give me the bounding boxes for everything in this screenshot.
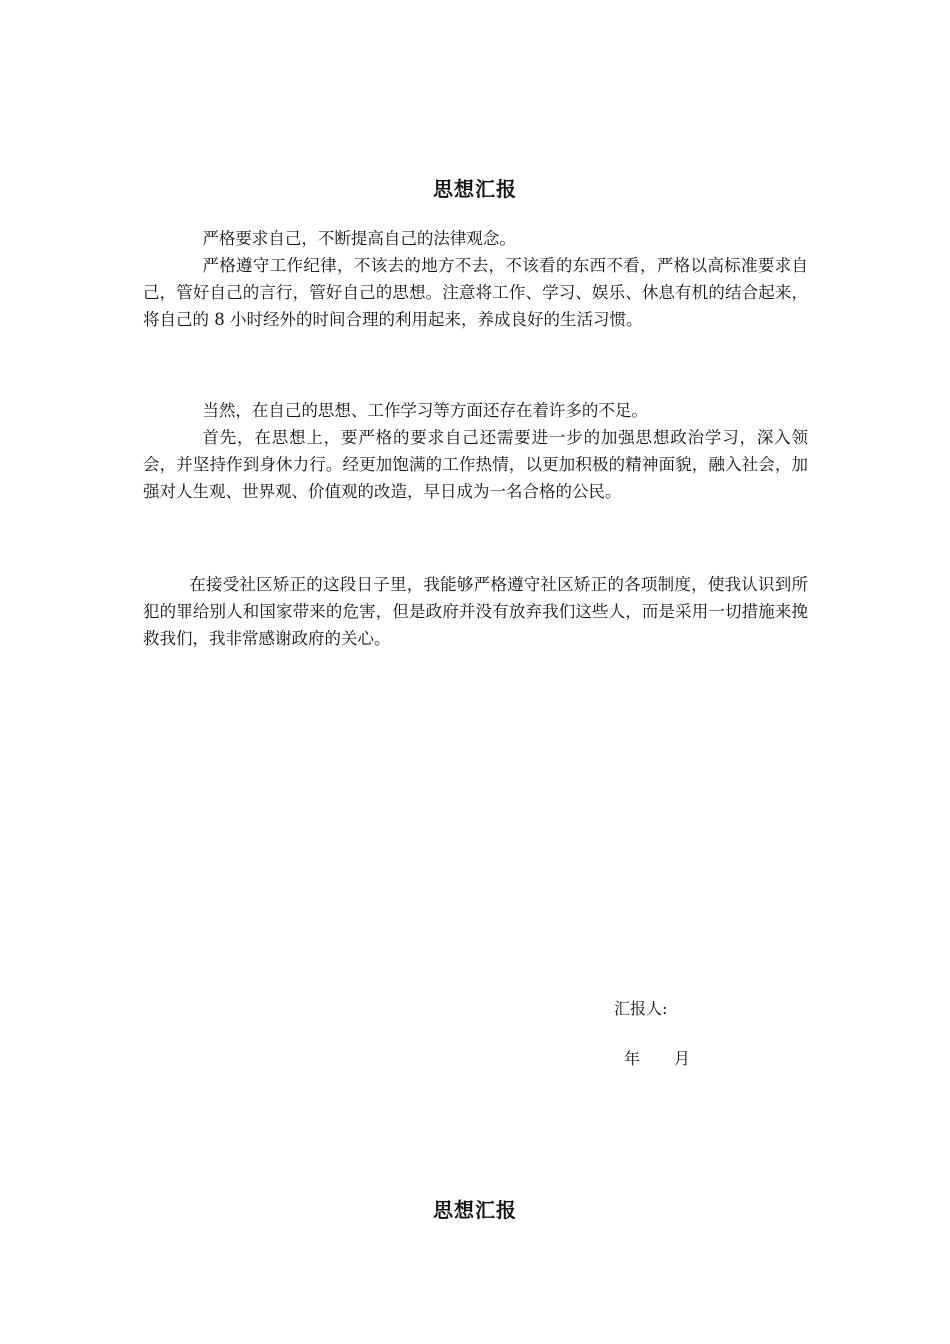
section-legal-awareness [143,225,808,333]
reporter-label: 汇报人: [614,999,668,1018]
paragraph: 在接受社区矫正的这段日子里，我能够严格遵守社区矫正的各项制度，使我认识到所犯的罪给别人和国家带来的危害，但是政府并没有放弃我们这些人，而是采用一切措施来挽救我们，我非常感谢政府的关心。 [143,575,808,648]
document-title: 思想汇报 [433,177,517,201]
section-community-correction [143,571,808,652]
paragraph: 首先，在思想上，要严格的要求自己还需要进一步的加强思想政治学习，深入领会，并坚持作到身休力行。经更加饱满的工作热情，以更加积极的精神面貌，融入社会，加强对人生观、世界观、价值观的改造，早日成为一名合格的公民。 [143,428,808,501]
year-label: 年 [624,1049,641,1068]
paragraph: 当然，在自己的思想、工作学习等方面还存在着许多的不足。 [202,401,648,420]
paragraph: 严格要求自己，不断提高自己的法律观念。 [202,229,516,248]
date-line [624,1047,690,1071]
next-page-title: 思想汇报 [433,1198,517,1222]
paragraph: 严格遵守工作纪律，不该去的地方不去，不该看的东西不看，严格以高标准要求自己，管好自己的言行，管好自己的思想。注意将工作、学习、娱乐、休息有机的结合起来，将自己的 8 小时经外的时间合理的利用起来，养成良好的生活习惯。 [143,256,808,329]
month-label: 月 [674,1049,691,1068]
section-shortcomings [143,397,808,505]
